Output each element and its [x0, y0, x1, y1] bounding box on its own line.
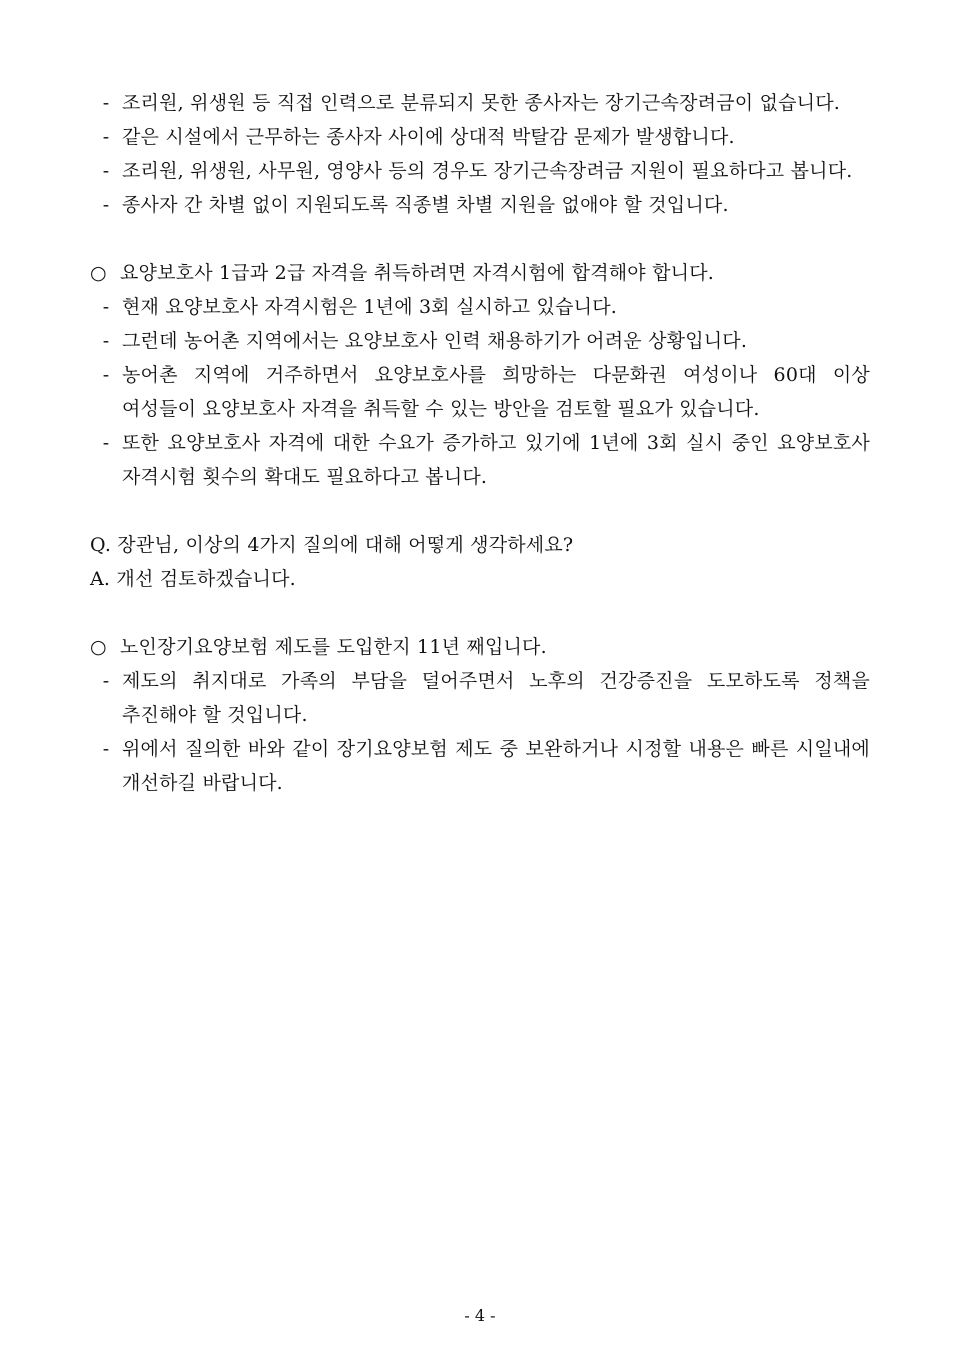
bullet-item	[90, 358, 870, 426]
bullet-text: 같은 시설에서 근무하는 종사자 사이에 상대적 박탈감 문제가 발생합니다.	[122, 126, 735, 148]
heading-text: 요양보호사 1급과 2급 자격을 취득하려면 자격시험에 합격해야 합니다.	[120, 262, 715, 284]
bullet-item	[90, 188, 870, 222]
dash-marker: -	[102, 160, 110, 182]
bullet-text: 농어촌 지역에 거주하면서 요양보호사를 희망하는 다문화권 여성이나 60대 이상 여성들이 요양보호사 자격을 취득할 수 있는 방안을 검토할 필요가 있습니다.	[122, 364, 870, 420]
dash-marker: -	[102, 670, 110, 692]
page-number: - 4 -	[464, 1306, 496, 1325]
spacer	[90, 596, 870, 630]
bullet-text: 조리원, 위생원, 사무원, 영양사 등의 경우도 장기근속장려금 지원이 필요하다고 봅니다.	[122, 160, 853, 182]
section-long-service-allowance	[90, 86, 870, 222]
section-heading	[90, 256, 870, 290]
dash-marker: -	[102, 296, 110, 318]
question-text: Q. 장관님, 이상의 4가지 질의에 대해 어떻게 생각하세요?	[90, 534, 574, 556]
answer-text: A. 개선 검토하겠습니다.	[90, 568, 296, 590]
bullet-item	[90, 732, 870, 800]
bullet-item	[90, 154, 870, 188]
bullet-item	[90, 86, 870, 120]
section-heading	[90, 630, 870, 664]
spacer	[90, 494, 870, 528]
spacer	[90, 222, 870, 256]
bullet-item	[90, 120, 870, 154]
bullet-text: 또한 요양보호사 자격에 대한 수요가 증가하고 있기에 1년에 3회 실시 중인 요양보호사 자격시험 횟수의 확대도 필요하다고 봅니다.	[122, 432, 870, 488]
bullet-item	[90, 290, 870, 324]
bullet-text: 조리원, 위생원 등 직접 인력으로 분류되지 못한 종사자는 장기근속장려금이 없습니다.	[122, 92, 841, 114]
dash-marker: -	[102, 330, 110, 352]
dash-marker: -	[102, 364, 110, 386]
bullet-text: 그런데 농어촌 지역에서는 요양보호사 인력 채용하기가 어려운 상황입니다.	[122, 330, 748, 352]
section-care-worker-exam	[90, 256, 870, 494]
bullet-text: 위에서 질의한 바와 같이 장기요양보험 제도 중 보완하거나 시정할 내용은 빠른 시일내에 개선하길 바랍니다.	[122, 738, 870, 794]
bullet-item	[90, 426, 870, 494]
dash-marker: -	[102, 92, 110, 114]
bullet-item	[90, 324, 870, 358]
dash-marker: -	[102, 432, 110, 454]
dash-marker: -	[102, 738, 110, 760]
bullet-text: 종사자 간 차별 없이 지원되도록 직종별 차별 지원을 없애야 할 것입니다.	[122, 194, 729, 216]
dash-marker: -	[102, 126, 110, 148]
section-ltc-insurance	[90, 630, 870, 800]
dash-marker: -	[102, 194, 110, 216]
circle-marker: ○	[90, 262, 107, 284]
circle-marker: ○	[90, 636, 107, 658]
bullet-text: 제도의 취지대로 가족의 부담을 덜어주면서 노후의 건강증진을 도모하도록 정책을 추진해야 할 것입니다.	[122, 670, 870, 726]
bullet-item	[90, 664, 870, 732]
bullet-text: 현재 요양보호사 자격시험은 1년에 3회 실시하고 있습니다.	[122, 296, 617, 318]
section-qa	[90, 528, 870, 596]
document-body	[90, 86, 870, 800]
heading-text: 노인장기요양보험 제도를 도입한지 11년 째입니다.	[120, 636, 547, 658]
